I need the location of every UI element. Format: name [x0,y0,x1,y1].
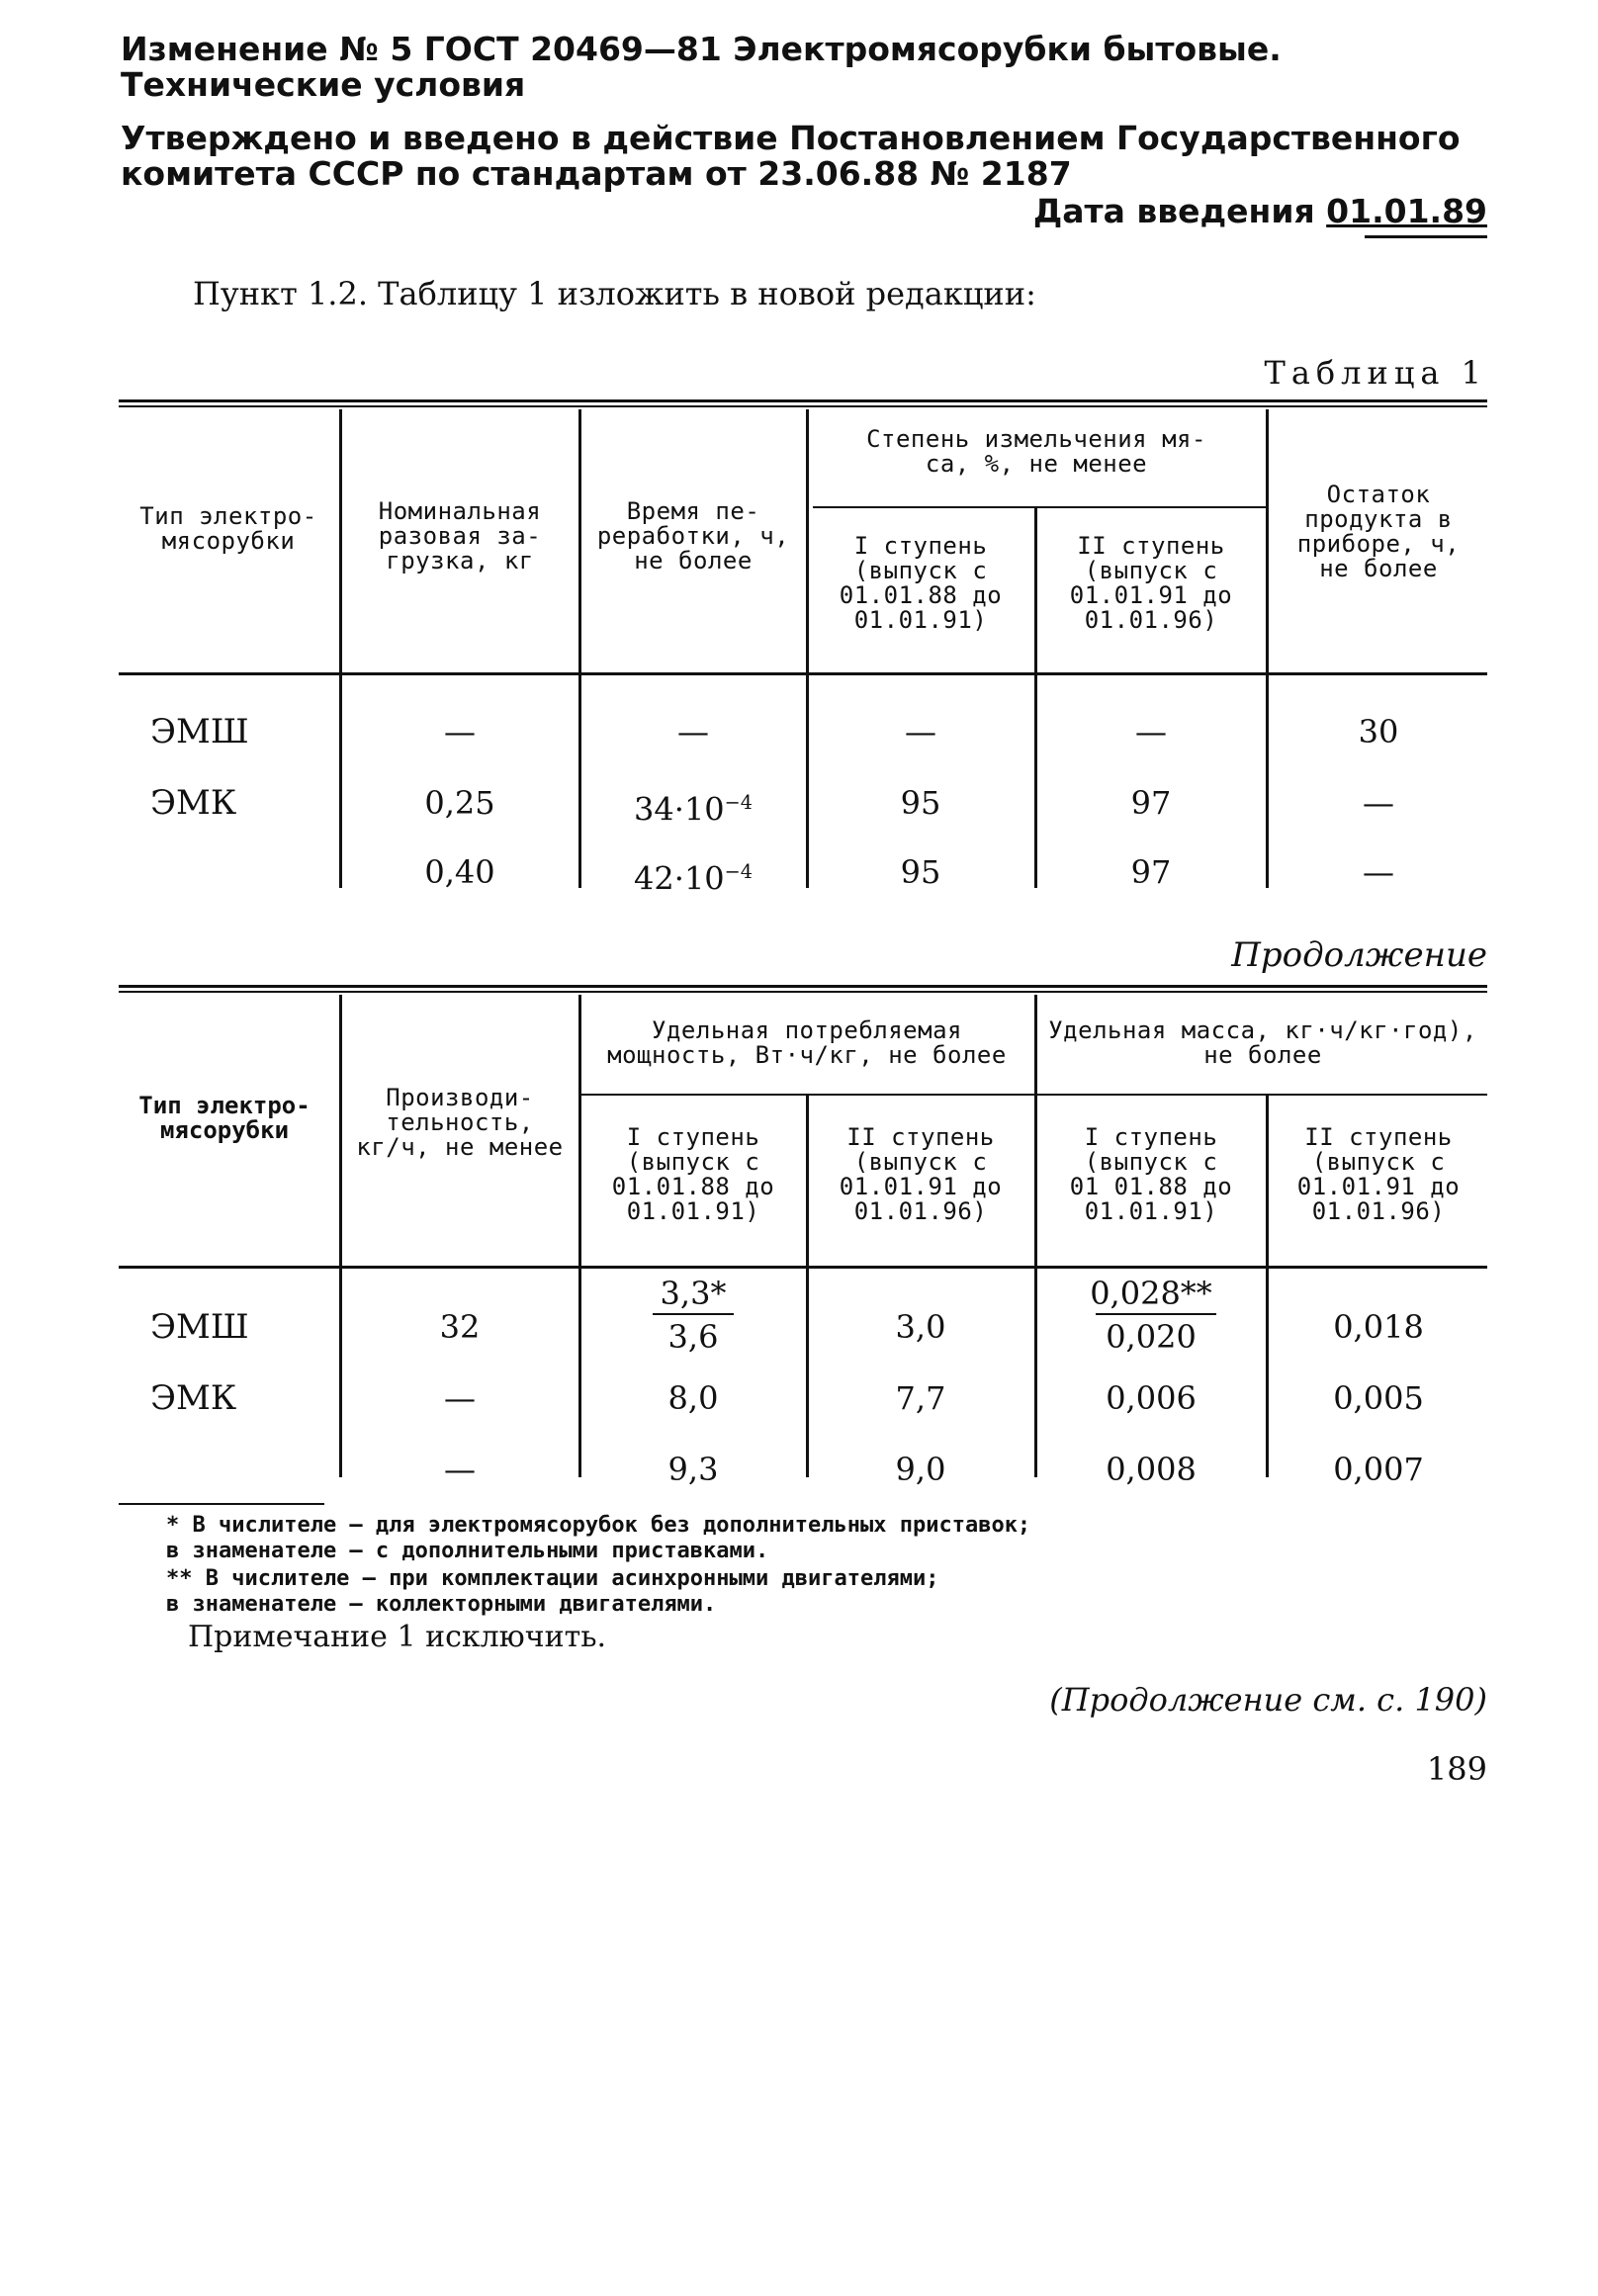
t2-row2-m2: 0,005 [1333,1379,1424,1417]
effective-date-value: 01.01.89 [1326,192,1487,230]
t1-row1-type: ЭМШ [150,712,249,751]
t2-row1-p1-denominator: 3,6 [667,1318,719,1356]
t2-row3-m1: 0,008 [1106,1451,1197,1488]
t1-header-stage1: I ступень (выпуск с 01.01.88 до 01.01.91) [839,532,1003,634]
t2-header-m1: I ступень (выпуск с 01 01.88 до 01.01.91) [1069,1123,1233,1225]
t1-row3-time [581,854,805,897]
t2-header-mass: Удельная масса, кг·ч/кг·год), не более [1048,1016,1477,1069]
table2-head-rule [119,1266,1487,1269]
t1-row3-rest: — [1363,853,1394,891]
t1-row3-s1: 95 [900,853,941,891]
t1-header-stage2: II ступень (выпуск с 01.01.91 до 01.01.96) [1069,532,1233,634]
footnote-2: ** В числителе — при комплектации асинхронными двигателями; в знаменателе — коллекторными двигателями. [166,1566,939,1617]
t2-row2-m1: 0,006 [1106,1379,1197,1417]
t1-header-rest: Остаток продукта в приборе, ч, не более [1296,481,1461,582]
t1-header-grind: Степень измельчения мя- са, %, не менее [866,425,1206,478]
t1-row1-rest: 30 [1358,713,1399,751]
table2-top-rule-2 [119,991,1487,993]
t2-row3-p2: 9,0 [895,1451,946,1488]
t2-header-p2: II ступень (выпуск с 01.01.91 до 01.01.96) [839,1123,1003,1225]
t2-row2-p1: 8,0 [667,1379,719,1417]
t1-row3-load: 0,40 [424,853,495,891]
t1-row1-s2: — [1135,713,1167,751]
t1-row1-load: — [444,713,476,751]
t2-row2-p2: 7,7 [895,1379,946,1417]
t2-row1-type: ЭМШ [150,1307,249,1347]
table-caption: Таблица 1 [1264,354,1487,392]
t1-row3-time-base: 42·10 [634,859,725,898]
effective-date-label: Дата введения [1032,192,1315,230]
t2-row3-perf: — [444,1451,476,1488]
table2-top-rule [119,985,1487,988]
document-title: Изменение № 5 ГОСТ 20469—81 Электромясорубки бытовые. Технические условия [121,30,1282,104]
continued-text: (Продолжение см. с. 190) [1049,1681,1487,1719]
effective-date [1033,194,1487,229]
t2-row1-perf: 32 [439,1308,481,1346]
t2-header-m2: II ступень (выпуск с 01.01.91 до 01.01.96) [1296,1123,1461,1225]
t2-header-p1: I ступень (выпуск с 01.01.88 до 01.01.91) [611,1123,775,1225]
t2-row1-m1-denominator: 0,020 [1106,1318,1197,1356]
t2-row1-p1-fraction-bar [653,1313,734,1315]
approval-text: Утверждено и введено в действие Постановлением Государственного комитета СССР по стандартам от 23.06.88 № 2187 [121,119,1461,193]
table1-top-rule-2 [119,405,1487,407]
t1-row1-s1: — [905,713,936,751]
t2-row1-m2: 0,018 [1333,1308,1424,1346]
t2-row2-type: ЭМК [150,1378,237,1418]
continuation-label: Продолжение [1231,935,1487,975]
t1-row3-time-exp: −4 [724,860,753,883]
table1-head-rule [119,672,1487,675]
t1-row1-time: — [677,713,709,751]
t2-row1-p2: 3,0 [895,1308,946,1346]
t1-header-time: Время пе- реработки, ч, не более [596,497,790,574]
t2-row2-perf: — [444,1379,476,1417]
table1-top-rule [119,399,1487,402]
t2-row1-m1-numerator: 0,028** [1090,1275,1212,1312]
t1-row2-type: ЭМК [150,783,237,823]
note-text: Примечание 1 исключить. [188,1620,607,1654]
t2-row1-m1-fraction-bar [1096,1313,1216,1315]
t2-row3-m2: 0,007 [1333,1451,1424,1488]
t1-row2-s1: 95 [900,784,941,822]
t2-header-type: Тип электро- мясорубки [138,1092,311,1144]
t1-row2-load: 0,25 [424,784,495,822]
t2-header-power: Удельная потребляемая мощность, Вт·ч/кг, не более [607,1016,1007,1069]
date-underline [1365,235,1487,238]
t1-row2-time-base: 34·10 [634,790,725,829]
t1-header-load: Номинальная разовая за- грузка, кг [378,497,542,574]
t2-header-perf: Производи- тельность, кг/ч, не менее [356,1084,564,1161]
t1-row3-s2: 97 [1130,853,1172,891]
t1-row2-time-exp: −4 [724,791,753,814]
t1-row2-time [581,785,805,828]
intro-text: Пункт 1.2. Таблицу 1 изложить в новой редакции: [193,275,1036,312]
t2-row3-p1: 9,3 [667,1451,719,1488]
t2-row1-p1-numerator: 3,3* [660,1275,727,1312]
t1-header-type: Тип электро- мясорубки [139,502,317,555]
t1-row2-s2: 97 [1130,784,1172,822]
table1-sub-rule [813,506,1266,508]
footnote-1: * В числителе — для электромясорубок без дополнительных приставок; в знаменателе — с дополнительными приставками. [166,1513,1031,1563]
footnote-rule [119,1503,324,1505]
t1-row2-rest: — [1363,784,1394,822]
page-number: 189 [1426,1750,1487,1788]
